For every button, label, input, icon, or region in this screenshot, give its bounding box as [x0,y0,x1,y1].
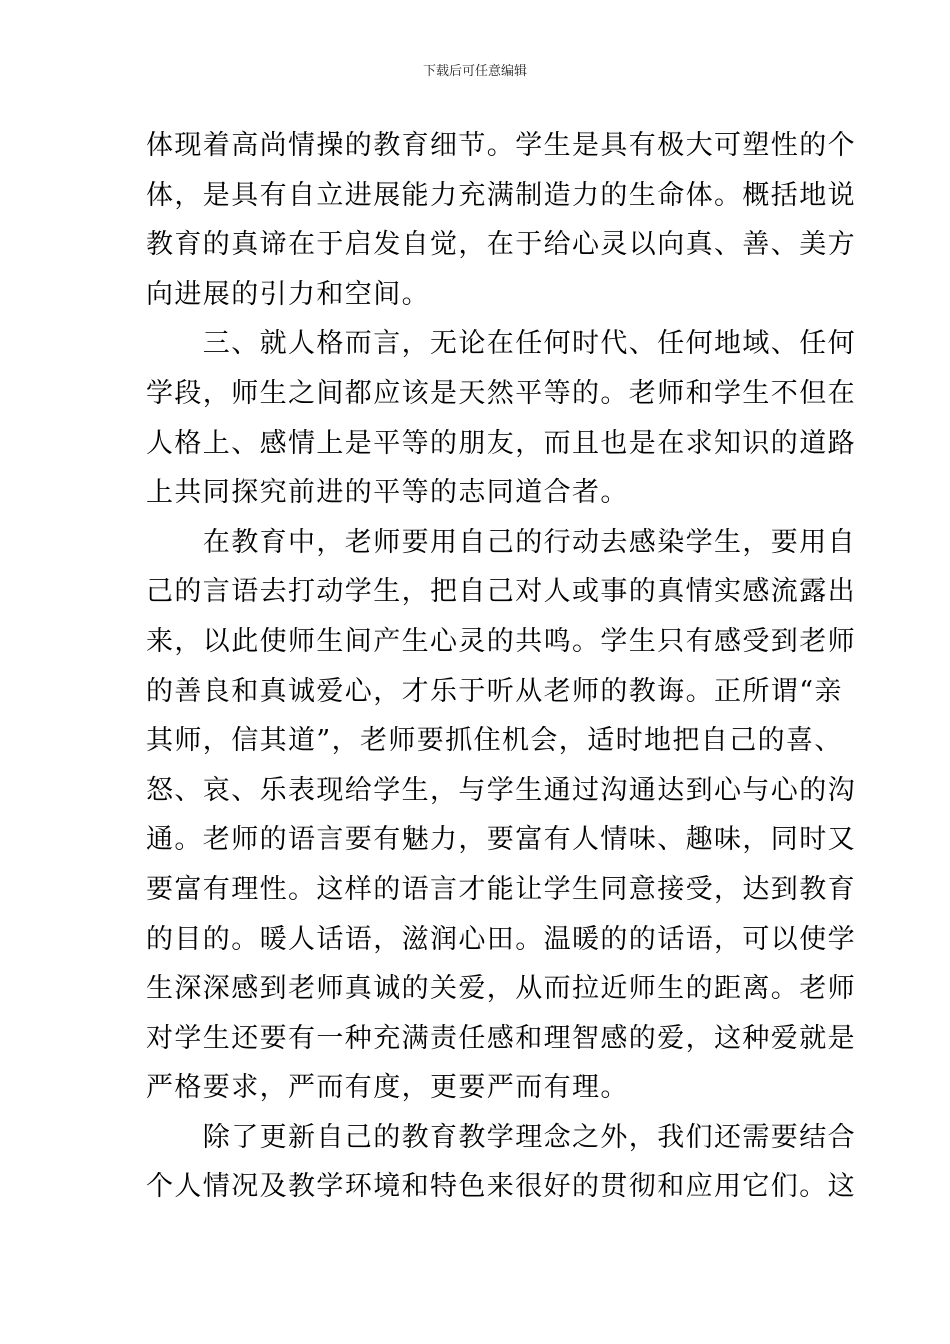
text-line: 教育的真谛在于启发自觉，在于给心灵以向真、善、美方 [146,229,856,261]
text-line: 通。老师的语言要有魅力，要富有人情味、趣味，同时又 [146,824,856,856]
text-line: 要富有理性。这样的语言才能让学生同意接受，达到教育 [146,873,856,905]
text-line: 在教育中，老师要用自己的行动去感染学生，要用自 [146,526,856,558]
text-line: 向进展的引力和空间。 [146,278,430,310]
text-line: 对学生还要有一种充满责任感和理智感的爱，这种爱就是 [146,1022,856,1054]
text-line: 体，是具有自立进展能力充满制造力的生命体。概括地说 [146,179,856,211]
text-line: 己的言语去打动学生，把自己对人或事的真情实感流露出 [146,576,856,608]
text-line: 来，以此使师生间产生心灵的共鸣。学生只有感受到老师 [146,625,856,657]
page-header: 下载后可任意编辑 [422,64,527,79]
text-line: 的善良和真诚爱心，才乐于听从老师的教诲。正所谓“亲 [146,675,843,707]
text-line: 个人情况及教学环境和特色来很好的贯彻和应用它们。这 [146,1171,856,1203]
text-line: 的目的。暖人话语，滋润心田。温暖的的话语，可以使学 [146,923,856,955]
document-body [146,121,856,1212]
text-line: 学段，师生之间都应该是天然平等的。老师和学生不但在 [146,377,856,409]
text-line: 生深深感到老师真诚的关爱，从而拉近师生的距离。老师 [146,973,856,1005]
text-line: 体现着高尚情操的教育细节。学生是具有极大可塑性的个 [146,130,856,161]
text-line: 三、就人格而言，无论在任何时代、任何地域、任何 [146,328,856,360]
text-line: 其师，信其道”，老师要抓住机会，适时地把自己的喜、 [146,725,843,757]
text-line: 严格要求，严而有度，更要严而有理。 [146,1072,629,1104]
text-line: 人格上、感情上是平等的朋友，而且也是在求知识的道路 [146,427,856,459]
text-line: 除了更新自己的教育教学理念之外，我们还需要结合 [146,1121,856,1153]
text-line: 怒、哀、乐表现给学生，与学生通过沟通达到心与心的沟 [146,774,856,806]
text-line: 上共同探究前进的平等的志同道合者。 [146,477,629,509]
